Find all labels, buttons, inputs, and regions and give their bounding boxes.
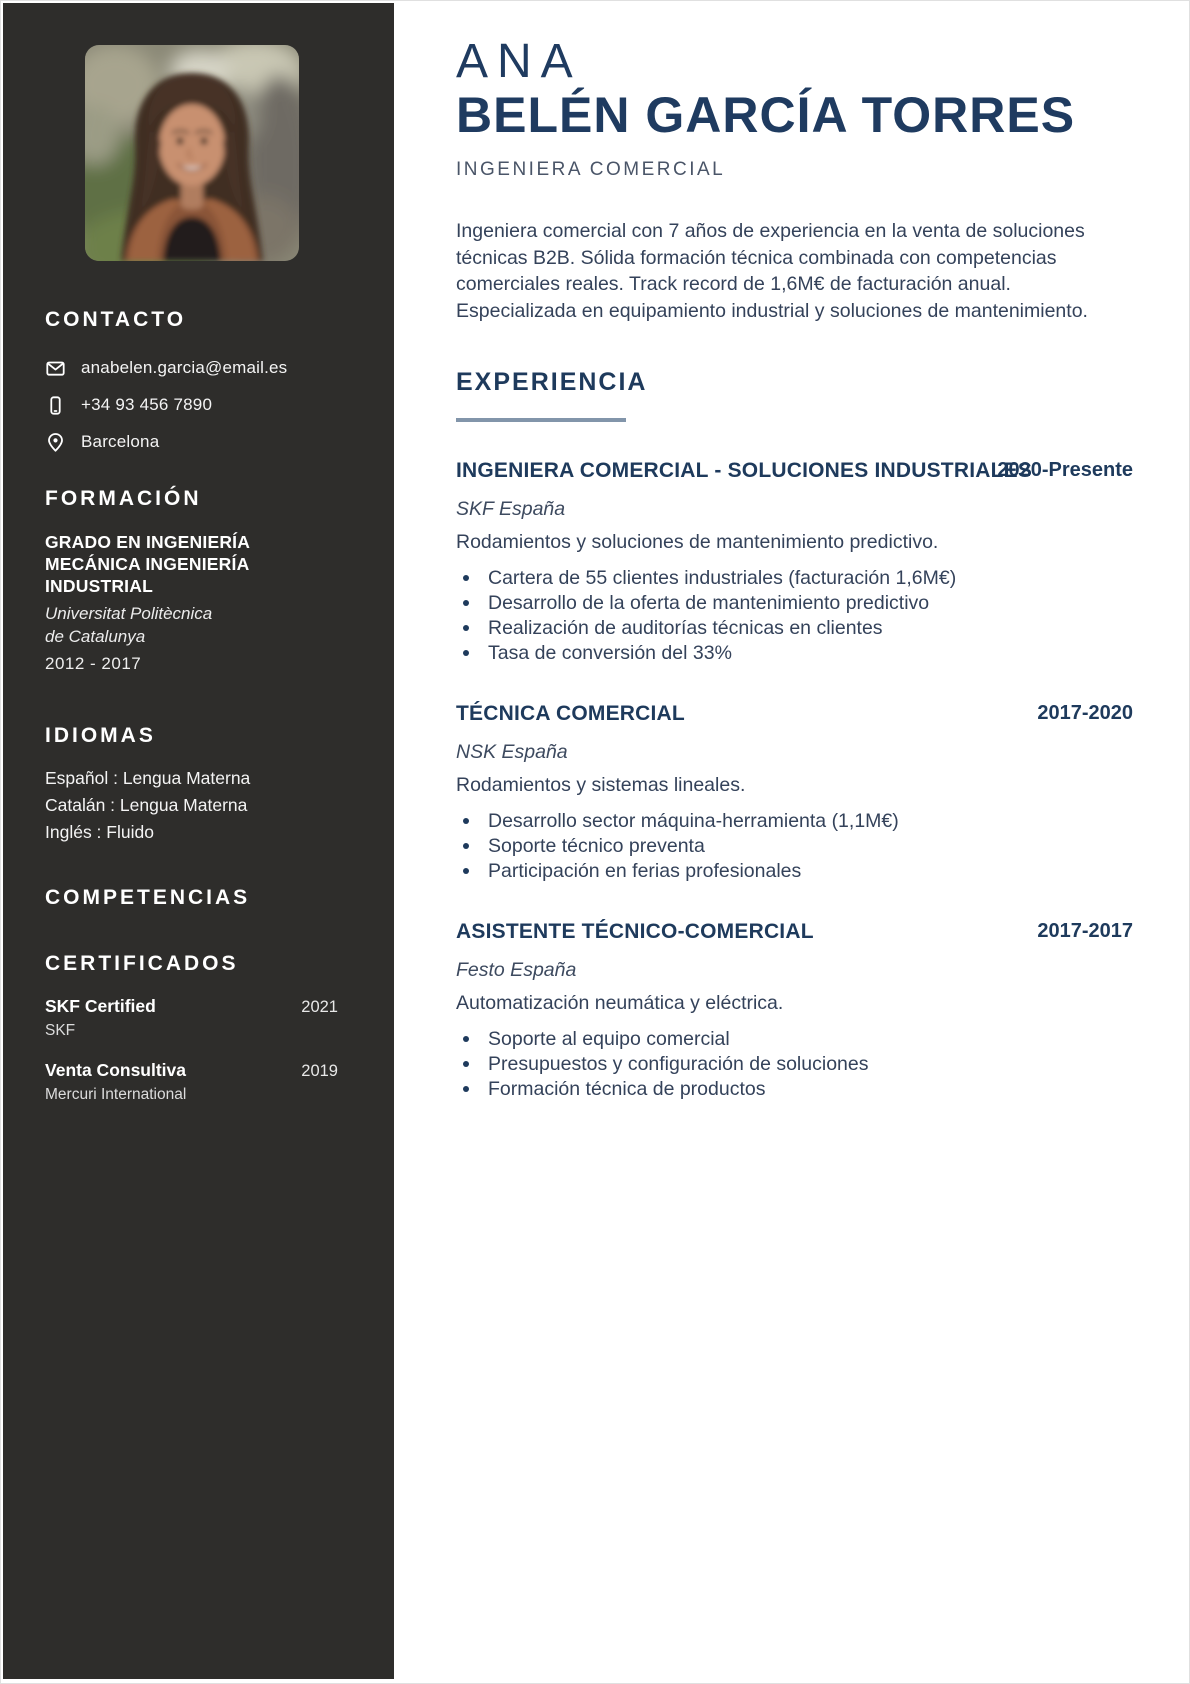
contact-row-location — [45, 430, 338, 454]
experience-heading-underline — [456, 418, 626, 422]
job-bullet: Soporte técnico preventa — [456, 834, 1133, 859]
job-bullet: Desarrollo de la oferta de mantenimiento predictivo — [456, 591, 1133, 616]
sidebar — [3, 3, 394, 1679]
experience-list — [456, 459, 1133, 1102]
job-title: INGENIERA COMERCIAL - SOLUCIONES INDUSTRIALES — [456, 458, 1033, 482]
languages-heading: IDIOMAS — [45, 724, 156, 747]
job-bullet: Participación en ferias profesionales — [456, 859, 1133, 884]
certificate-year: 2021 — [301, 998, 338, 1016]
certificate-name: Venta Consultiva — [45, 1060, 187, 1080]
main-content — [394, 1, 1190, 1684]
job-bullet-list — [456, 809, 1133, 884]
certificate-name: SKF Certified — [45, 996, 156, 1016]
job-bullet: Tasa de conversión del 33% — [456, 641, 1133, 666]
education-section — [45, 487, 338, 674]
language-item: Inglés : Fluido — [45, 822, 154, 842]
location-icon — [45, 432, 66, 453]
job-dates: 2020-Presente — [997, 458, 1133, 481]
certificate-item — [45, 1060, 338, 1104]
email-icon — [45, 358, 66, 379]
experience-entry — [456, 459, 1133, 666]
language-item: Español : Lengua Materna — [45, 768, 251, 788]
job-bullet: Soporte al equipo comercial — [456, 1027, 1133, 1052]
certificate-item — [45, 996, 338, 1040]
contact-row-email — [45, 356, 338, 380]
contact-section — [45, 308, 338, 454]
last-name: BELÉN GARCÍA TORRES — [456, 87, 1076, 143]
certificates-heading: CERTIFICADOS — [45, 952, 239, 975]
job-company: SKF España — [456, 497, 566, 520]
education-dates: 2012 - 2017 — [45, 654, 142, 673]
job-company: Festo España — [456, 958, 577, 981]
job-bullet: Presupuestos y configuración de soluciones — [456, 1052, 1133, 1077]
phone-icon — [45, 395, 66, 416]
job-description: Rodamientos y soluciones de mantenimiento predictivo. — [456, 530, 939, 553]
experience-entry — [456, 702, 1133, 884]
education-school: Universitat Politècnica de Catalunya — [45, 604, 213, 646]
job-title: TÉCNICA COMERCIAL — [456, 701, 685, 725]
job-title-subtitle: INGENIERA COMERCIAL — [456, 159, 726, 180]
certificate-org: Mercuri International — [45, 1086, 187, 1103]
job-description: Automatización neumática y eléctrica. — [456, 991, 784, 1014]
job-bullet: Desarrollo sector máquina-herramienta (1,1M€) — [456, 809, 1133, 834]
profile-summary: Ingeniera comercial con 7 años de experiencia en la venta de soluciones técnicas B2B. Sólida formación técnica combinada con competencias comerciales reales. Track record de 1,6M€ de facturación anual. Especializada en equipamiento industrial y soluciones de mantenimiento. — [456, 220, 1088, 322]
job-bullet: Cartera de 55 clientes industriales (facturación 1,6M€) — [456, 566, 1133, 591]
contact-heading: CONTACTO — [45, 308, 187, 331]
contact-row-phone — [45, 393, 338, 417]
contact-phone: +34 93 456 7890 — [81, 395, 213, 414]
job-title: ASISTENTE TÉCNICO-COMERCIAL — [456, 919, 814, 943]
languages-section — [45, 724, 338, 846]
job-bullet-list — [456, 566, 1133, 666]
skills-heading: COMPETENCIAS — [45, 886, 251, 909]
contact-email: anabelen.garcia@email.es — [81, 358, 288, 377]
certificate-year: 2019 — [301, 1062, 338, 1080]
job-bullet: Formación técnica de productos — [456, 1077, 1133, 1102]
job-dates: 2017-2017 — [1037, 919, 1133, 942]
job-bullet: Realización de auditorías técnicas en clientes — [456, 616, 1133, 641]
certificates-section — [45, 952, 338, 1104]
skills-section — [45, 886, 338, 910]
job-dates: 2017-2020 — [1037, 701, 1133, 724]
education-heading: FORMACIÓN — [45, 487, 202, 510]
experience-entry — [456, 920, 1133, 1102]
education-degree: GRADO EN INGENIERÍA MECÁNICA INGENIERÍA INDUSTRIAL — [45, 532, 250, 596]
first-name: ANA — [456, 35, 582, 88]
language-item: Catalán : Lengua Materna — [45, 795, 248, 815]
portrait-illustration — [85, 45, 299, 261]
experience-heading: EXPERIENCIA — [456, 368, 648, 396]
job-company: NSK España — [456, 740, 568, 763]
profile-photo — [85, 45, 299, 261]
job-bullet-list — [456, 1027, 1133, 1102]
certificate-org: SKF — [45, 1022, 76, 1039]
job-description: Rodamientos y sistemas lineales. — [456, 773, 746, 796]
contact-location: Barcelona — [81, 432, 160, 451]
